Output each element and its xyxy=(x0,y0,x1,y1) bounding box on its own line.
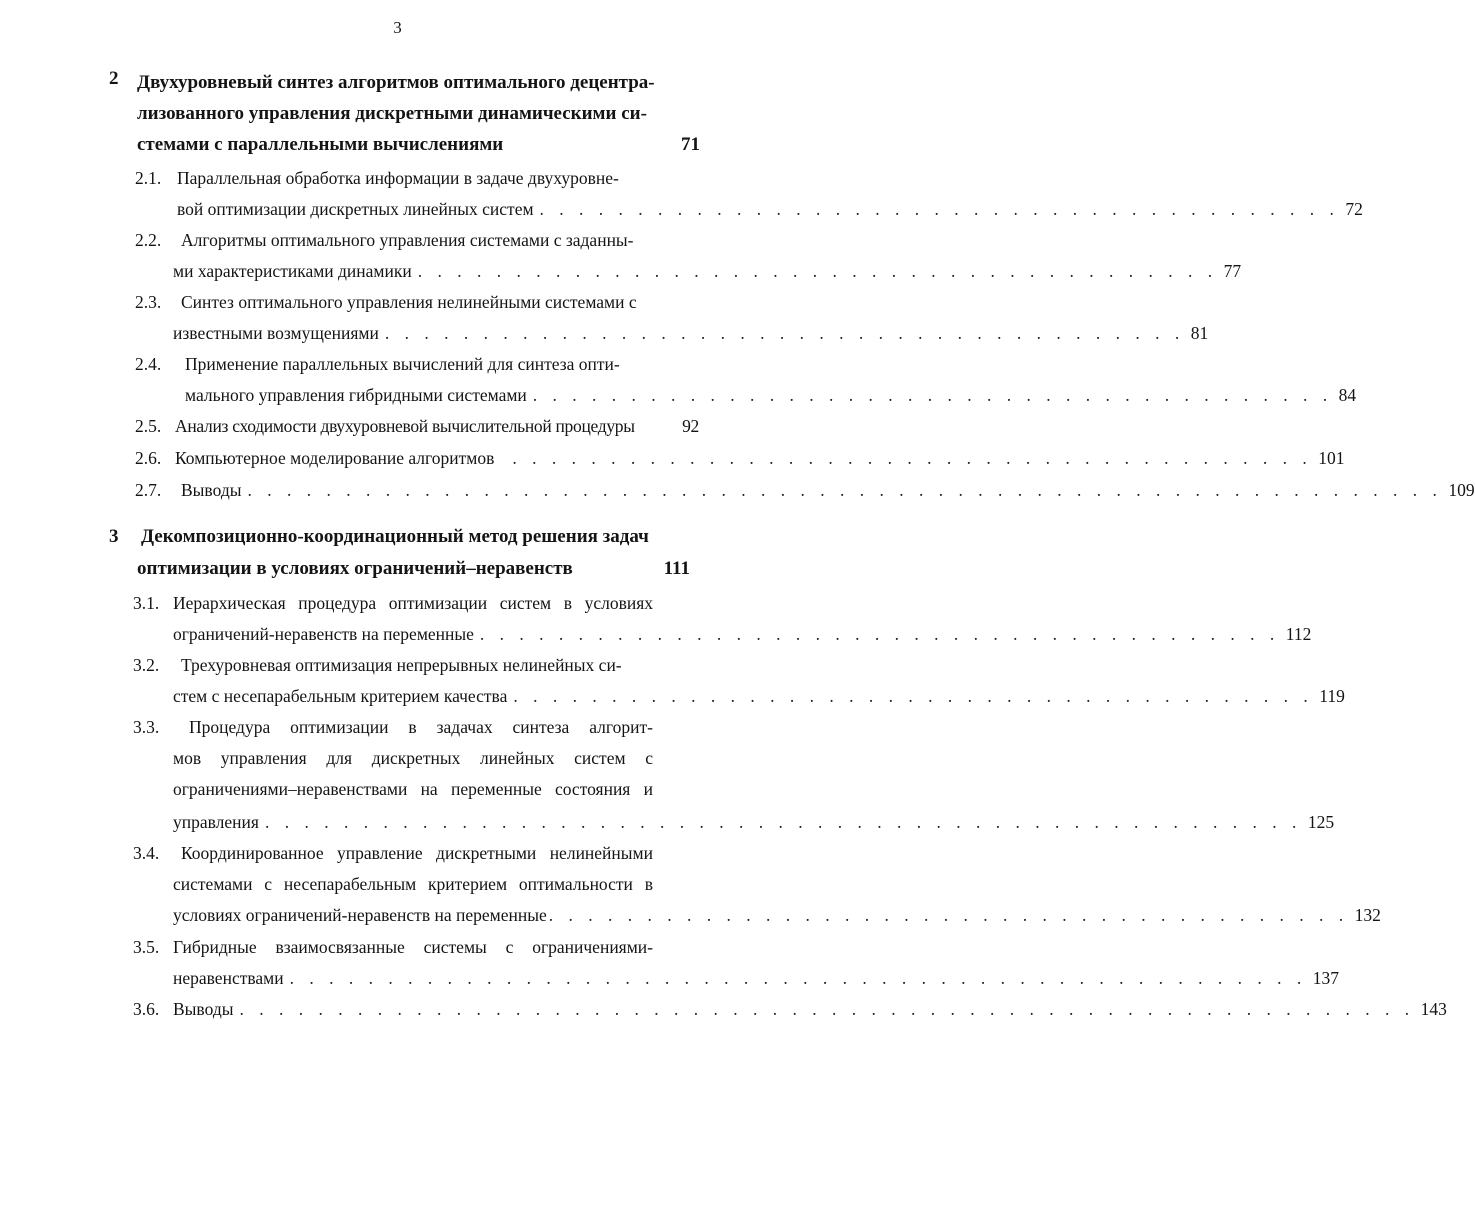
section-title-line: мального управления гибридными системами xyxy=(185,385,527,405)
section-number: 2.3. xyxy=(135,292,162,312)
section-title-line: Координированное управление дискретными нелинейными xyxy=(181,843,653,863)
section-number: 3.6. xyxy=(133,999,160,1019)
section-number: 2.4. xyxy=(135,354,162,374)
section-page: 72 xyxy=(1345,199,1363,219)
section-last-line xyxy=(175,411,699,442)
section-page: 84 xyxy=(1338,385,1357,405)
section-page: 81 xyxy=(1190,323,1209,343)
section-number: 2.6. xyxy=(135,448,162,468)
leader-dots: . . . . . . . . . . . . . . . . . . . . . . . . . . . . . . . . . . . . . . . . . . . . . . . . . . . . xyxy=(289,968,1307,988)
section-title-line: мов управления для дискретных линейных систем с xyxy=(173,748,653,768)
section-title-line: неравенствами xyxy=(173,968,284,988)
section-page: 77 xyxy=(1223,261,1242,281)
section-title-line: Параллельная обработка информации в задаче двухуровне- xyxy=(177,168,619,188)
section-title-line: Применение параллельных вычислений для синтеза опти- xyxy=(185,354,620,374)
section-title-line: ми характеристиками динамики xyxy=(173,261,412,281)
leader-dots: . . . . . . . . . . . . . . . . . . . . . . . . . . . . . . . . . . . . . . . . . . . . . . . . . . . . . . . . . . . . . xyxy=(247,480,1443,500)
section-title-line: Анализ сходимости двухуровневой вычислительной процедуры xyxy=(175,416,635,436)
chapter-number: 3 xyxy=(109,526,119,547)
section-title-line: Алгоритмы оптимального управления системами с заданны- xyxy=(181,230,634,250)
section-number: 3.5. xyxy=(133,937,160,957)
chapter-page: 71 xyxy=(681,134,700,155)
section-page: 125 xyxy=(1307,812,1335,832)
chapter-title-line: Двухуровневый синтез алгоритмов оптимального децентра- xyxy=(137,72,655,93)
chapter-title-line: оптимизации в условиях ограничений–неравенств xyxy=(137,558,573,579)
section-number: 3.2. xyxy=(133,655,160,675)
section-page: 109 xyxy=(1448,480,1475,500)
section-last-line xyxy=(173,681,1345,712)
section-title-line: Гибридные взаимосвязанные системы с ограничениями- xyxy=(173,937,653,957)
section-title-line: Синтез оптимального управления нелинейными системами с xyxy=(181,292,637,312)
section-last-line xyxy=(173,994,1447,1025)
section-last-line xyxy=(173,807,1335,838)
section-page: 137 xyxy=(1312,968,1339,988)
section-title-line: Иерархическая процедура оптимизации систем в условиях xyxy=(173,593,653,613)
section-title-line: ограничений-неравенств на переменные xyxy=(173,624,474,644)
section-last-line xyxy=(173,619,1312,650)
chapter-title-line: лизованного управления дискретными динамическими си- xyxy=(137,103,647,124)
section-last-line xyxy=(173,900,1381,931)
chapter-2-heading xyxy=(109,68,700,162)
chapter-title-line: стемами с параллельными вычислениями xyxy=(137,134,504,155)
section-title-line: системами с несепарабельным критерием оптимальности в xyxy=(173,874,653,894)
chapter-3-heading xyxy=(109,522,700,586)
section-title-line: вой оптимизации дискретных линейных систем xyxy=(177,199,534,219)
leader-dots: . . . . . . . . . . . . . . . . . . . . . . . . . . . . . . . . . . . . . . . . . xyxy=(532,385,1333,405)
section-last-line xyxy=(185,380,1357,411)
section-number: 2.1. xyxy=(135,168,162,188)
leader-dots: . . . . . . . . . . . . . . . . . . . . . . . . . . . . . . . . . . . . . . . . . . . . . . . . . . . . . xyxy=(264,812,1302,832)
section-title-line: Выводы xyxy=(181,480,242,500)
section-title-line: ограничениями–неравенствами на переменные состояния и xyxy=(173,779,653,799)
section-title-line: Процедура оптимизации в задачах синтеза алгорит- xyxy=(189,717,653,737)
section-number: 2.5. xyxy=(135,416,162,436)
section-number: 2.7. xyxy=(135,480,162,500)
section-last-line xyxy=(177,194,1363,225)
leader-dots: . . . . . . . . . . . . . . . . . . . . . . . . . . . . . . . . . . . . . . . . . xyxy=(539,199,1340,219)
section-number: 3.1. xyxy=(133,593,160,613)
section-last-line xyxy=(173,256,1242,287)
chapter-page: 111 xyxy=(663,558,690,579)
section-title-line: Компьютерное моделирование алгоритмов xyxy=(175,448,495,468)
section-number: 2.2. xyxy=(135,230,162,250)
leader-dots: . . . . . . . . . . . . . . . . . . . . . . . . . . . . . . . . . . . . . . . . . xyxy=(512,448,1313,468)
leader-dots: . . . . . . . . . . . . . . . . . . . . . . . . . . . . . . . . . . . . . . . . . xyxy=(384,323,1185,343)
section-title-line: стем с несепарабельным критерием качества xyxy=(173,686,508,706)
section-title-line: известными возмущениями xyxy=(173,323,379,343)
section-last-line xyxy=(173,963,1339,994)
leader-dots: . . . . . . . . . . . . . . . . . . . . . . . . . . . . . . . . . . . . . . . . . xyxy=(479,624,1280,644)
section-page: 132 xyxy=(1354,905,1381,925)
section-page: 143 xyxy=(1420,999,1447,1019)
section-number: 3.3. xyxy=(133,717,160,737)
section-title-line: условиях ограничений-неравенств на переменные xyxy=(173,905,547,925)
section-last-line xyxy=(175,443,1345,474)
section-last-line xyxy=(181,475,1475,506)
section-page: 112 xyxy=(1285,624,1312,644)
section-title-line: Трехуровневая оптимизация непрерывных нелинейных си- xyxy=(181,655,622,675)
section-last-line xyxy=(173,318,1209,349)
section-page: 119 xyxy=(1319,686,1345,706)
section-page: 101 xyxy=(1318,448,1345,468)
leader-dots: . . . . . . . . . . . . . . . . . . . . . . . . . . . . . . . . . . . . . . . . . xyxy=(548,905,1349,925)
chapter-title-line: Декомпозиционно-координационный метод решения задач xyxy=(141,526,649,547)
chapter-number: 2 xyxy=(109,68,119,89)
leader-dots: . . . . . . . . . . . . . . . . . . . . . . . . . . . . . . . . . . . . . . . . . . . . . . . . . . . . . . . . . . . . xyxy=(239,999,1415,1019)
leader-dots: . . . . . . . . . . . . . . . . . . . . . . . . . . . . . . . . . . . . . . . . . xyxy=(513,686,1314,706)
section-title-line: Выводы xyxy=(173,999,234,1019)
section-page: 92 xyxy=(682,416,699,436)
section-number: 3.4. xyxy=(133,843,160,863)
section-title-line: управления xyxy=(173,812,259,832)
page-number: 3 xyxy=(393,18,402,37)
leader-dots: . . . . . . . . . . . . . . . . . . . . . . . . . . . . . . . . . . . . . . . . . xyxy=(417,261,1218,281)
